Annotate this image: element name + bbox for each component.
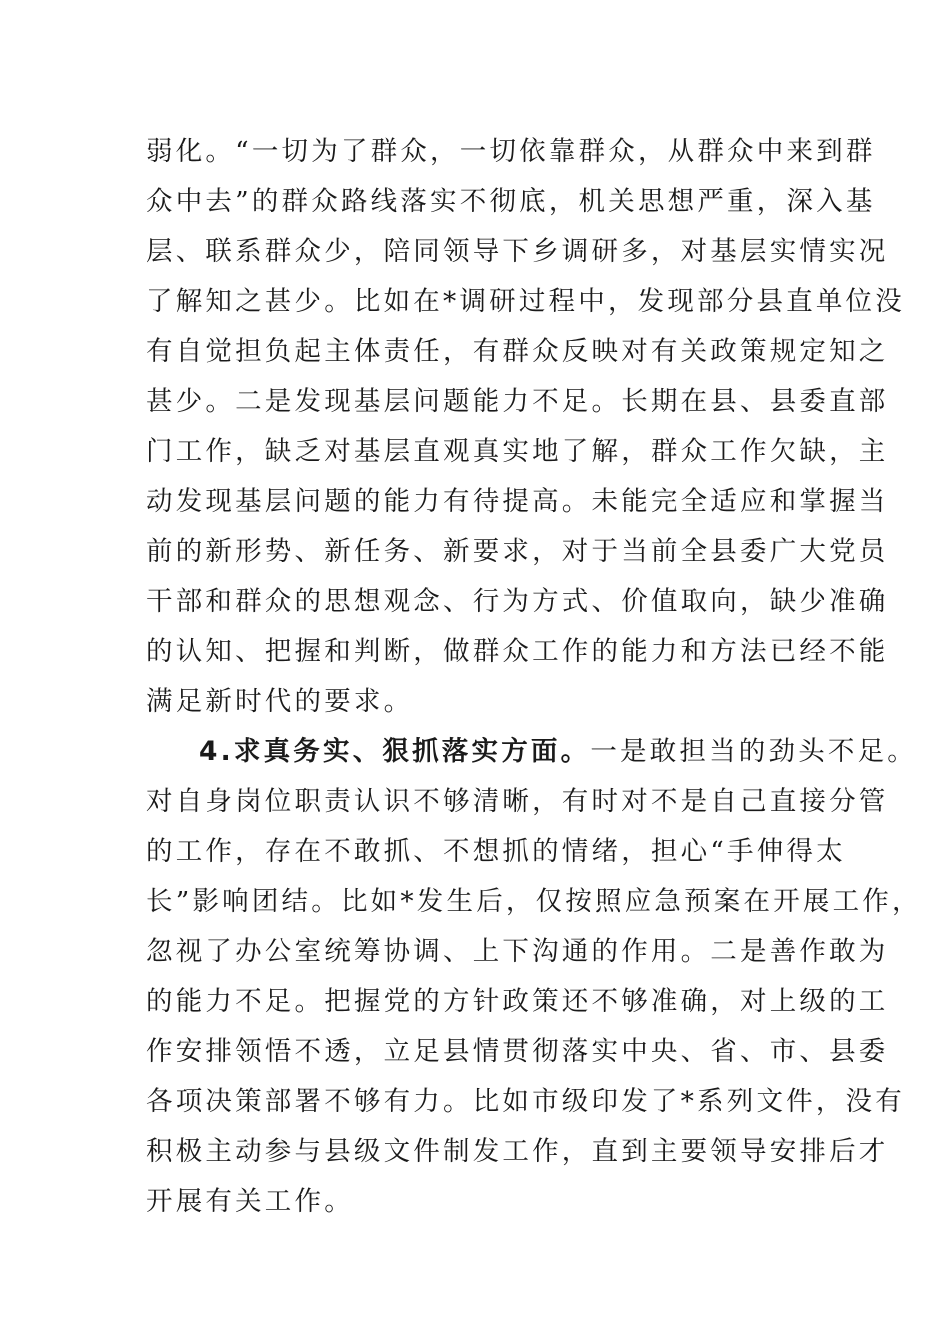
paragraph-line: 众中去”的群众路线落实不彻底，机关思想严重，深入基 [146, 186, 876, 217]
paragraph-line: 各项决策部署不够有力。比如市级印发了*系列文件，没有 [146, 1086, 905, 1117]
paragraph-line: 门工作，缺乏对基层直观真实地了解，群众工作欠缺，主 [146, 436, 889, 467]
paragraph-line: 满足新时代的要求。 [146, 686, 414, 717]
section-heading-line [199, 732, 918, 772]
paragraph-line: 干部和群众的思想观念、行为方式、价值取向，缺少准确 [146, 586, 889, 617]
paragraph-line: 开展有关工作。 [146, 1186, 354, 1217]
paragraph-line: 有自觉担负起主体责任，有群众反映对有关政策规定知之 [146, 336, 889, 367]
paragraph-line: 弱化。“一切为了群众，一切依靠群众，从群众中来到群 [146, 136, 876, 167]
section-heading: 4.求真务实、狠抓落实方面。 [199, 736, 591, 767]
paragraph-line: 甚少。二是发现基层问题能力不足。长期在县、县委直部 [146, 386, 889, 417]
paragraph-line: 前的新形势、新任务、新要求，对于当前全县委广大党员 [146, 536, 889, 567]
paragraph-line: 的工作，存在不敢抓、不想抓的情绪，担心“手伸得太 [146, 836, 846, 867]
paragraph-line: 了解知之甚少。比如在*调研过程中，发现部分县直单位没 [146, 286, 905, 317]
paragraph-line: 动发现基层问题的能力有待提高。未能完全适应和掌握当 [146, 486, 889, 517]
paragraph-line: 层、联系群众少，陪同领导下乡调研多，对基层实情实况 [146, 236, 889, 267]
paragraph-line: 作安排领悟不透，立足县情贯彻落实中央、省、市、县委 [146, 1036, 889, 1067]
paragraph-line: 积极主动参与县级文件制发工作，直到主要领导安排后才 [146, 1136, 889, 1167]
paragraph-line: 的认知、把握和判断，做群众工作的能力和方法已经不能 [146, 636, 889, 667]
paragraph-line: 长”影响团结。比如*发生后，仅按照应急预案在开展工作， [146, 886, 922, 917]
heading-line-rest: 一是敢担当的劲头不足。 [590, 736, 918, 767]
paragraph-line: 忽视了办公室统筹协调、上下沟通的作用。二是善作敢为 [146, 936, 889, 967]
paragraph-line: 对自身岗位职责认识不够清晰，有时对不是自己直接分管 [146, 786, 889, 817]
paragraph-line: 的能力不足。把握党的方针政策还不够准确，对上级的工 [146, 986, 889, 1017]
